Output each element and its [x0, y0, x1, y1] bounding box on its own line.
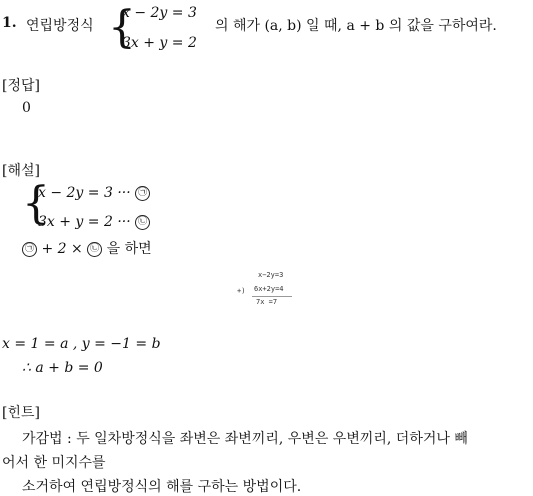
answer-value: 0	[22, 100, 31, 116]
combine-operator: + 2 ×	[41, 241, 83, 257]
solution-equation-2-text: 3x + y = 2 ···	[38, 214, 131, 230]
answer-heading: [정답]	[2, 78, 40, 94]
work-operator: +)	[237, 287, 246, 295]
hint-line-1: 가감법 : 두 일차방정식을 좌변은 좌변끼리, 우변은 우변끼리, 더하거나 빼	[22, 431, 468, 447]
mark-nieun: ㉡	[135, 215, 150, 230]
work-line-2: 6x+2y=4	[254, 285, 284, 293]
solution-heading: [해설]	[2, 163, 40, 179]
hint-line-2: 어서 한 미지수를	[2, 455, 106, 471]
combine-mark-a: ㉠	[22, 242, 37, 257]
work-line-3: 7x =7	[256, 298, 278, 306]
problem-brace: {	[108, 2, 136, 53]
problem-equation-2: 3x + y = 2	[122, 35, 197, 51]
hint-heading: [힌트]	[2, 405, 40, 421]
combine-tail: 을 하면	[106, 241, 152, 257]
problem-lead: 연립방정식	[26, 18, 94, 34]
solution-result-2: ∴ a + b = 0	[22, 360, 103, 376]
solution-equation-2	[38, 214, 150, 230]
problem-tail: 의 해가 (a, b) 일 때, a + b 의 값을 구하여라.	[215, 18, 497, 34]
work-rule	[252, 296, 292, 297]
problem-number: 1.	[2, 15, 17, 31]
hint-line-3: 소거하여 연립방정식의 해를 구하는 방법이다.	[22, 479, 302, 495]
solution-brace: {	[22, 178, 50, 229]
combine-instruction	[22, 238, 152, 258]
solution-result-1: x = 1 = a , y = −1 = b	[2, 336, 161, 352]
work-line-1: x−2y=3	[258, 271, 284, 279]
problem-equation-1: x − 2y = 3	[122, 5, 197, 21]
mark-giyeok: ㉠	[135, 186, 150, 201]
solution-equation-1	[38, 185, 150, 201]
solution-equation-1-text: x − 2y = 3 ···	[38, 185, 131, 201]
combine-mark-b: ㉡	[87, 242, 102, 257]
